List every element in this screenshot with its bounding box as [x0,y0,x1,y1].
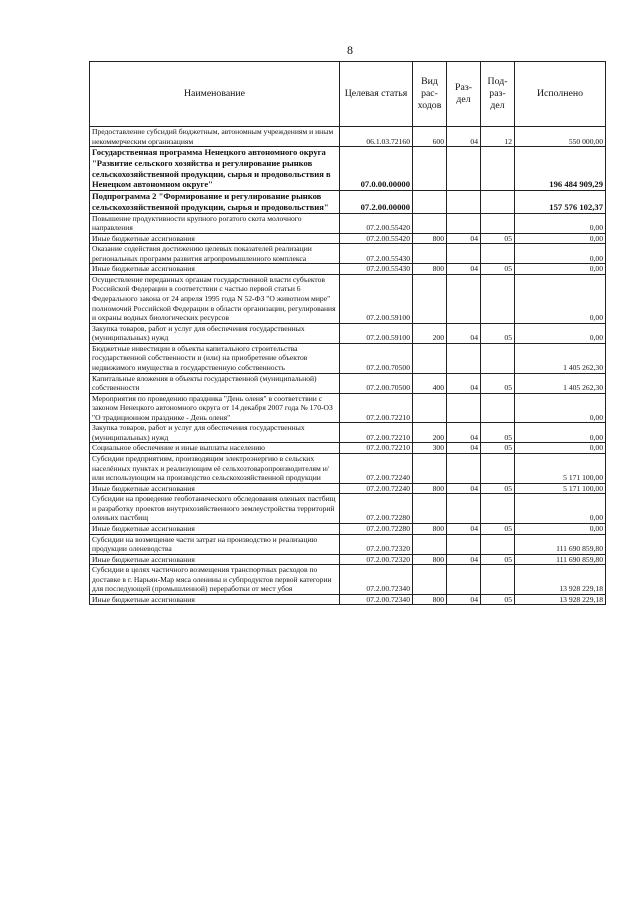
table-row [90,127,606,147]
row-executed-cell: 0,00 [515,494,606,524]
row-executed-cell: 0,00 [515,244,606,264]
row-section-cell: 04 [447,423,481,443]
row-target-article-cell: 07.2.00.72210 [340,393,413,423]
table-row [90,454,606,484]
row-executed-cell: 0,00 [515,523,606,534]
row-subsection-cell: 05 [481,523,515,534]
row-subsection-cell [481,244,515,264]
row-executed-cell: 196 484 909,29 [515,147,606,191]
row-subsection-cell [481,565,515,595]
row-subsection-cell [481,454,515,484]
row-expense-type-cell [413,147,447,191]
row-subsection-cell [481,393,515,423]
row-expense-type-cell [413,343,447,373]
row-section-cell: 04 [447,594,481,605]
row-name-cell: Иные бюджетные ассигнования [90,483,340,494]
row-name-cell: Иные бюджетные ассигнования [90,554,340,565]
row-executed-cell: 5 171 100,00 [515,454,606,484]
row-subsection-cell [481,534,515,554]
row-section-cell [447,147,481,191]
row-target-article-cell: 07.2.00.72210 [340,443,413,454]
row-section-cell [447,565,481,595]
row-subsection-cell: 05 [481,373,515,393]
table-row [90,523,606,534]
row-target-article-cell: 07.2.00.55420 [340,233,413,244]
row-target-article-cell: 07.2.00.72240 [340,483,413,494]
row-executed-cell: 111 690 859,80 [515,554,606,565]
row-section-cell: 04 [447,373,481,393]
row-target-article-cell: 07.2.00.59100 [340,274,413,323]
row-target-article-cell: 07.2.00.72210 [340,423,413,443]
row-target-article-cell: 07.2.00.72280 [340,523,413,534]
row-target-article-cell: 07.2.00.00000 [340,191,413,213]
row-expense-type-cell [413,494,447,524]
row-name-cell: Осуществление переданных органам государственной власти субъектов Российской Федерации в соответствии с частью первой статьи 6 Федерального закона от 24 апреля 1995 года N 52-ФЗ "О животном мире" полномочий Российской Федерации в области организации, регулирования и охраны водных биологических ресурсов [90,274,340,323]
table-row [90,323,606,343]
row-name-cell: Подпрограмма 2 "Формирование и регулирование рынков сельскохозяйственной продукции, сырья и продовольствия" [90,191,340,213]
row-expense-type-cell: 600 [413,127,447,147]
row-name-cell: Субсидии в целях частичного возмещения транспортных расходов по доставке в г. Нарьян-Мар мяса оленины и субпродуктов первой категории для последующей (промышленной) переработки от мест убоя [90,565,340,595]
row-target-article-cell: 07.2.00.72240 [340,454,413,484]
header-section: Раз- дел [447,62,481,127]
row-subsection-cell: 05 [481,423,515,443]
table-row [90,233,606,244]
row-name-cell: Субсидии на проведение геоботанического обследования оленьих пастбищ и разработку проектов внутрихозяйственного землеустройства территорий оленьих пастбищ [90,494,340,524]
row-expense-type-cell: 400 [413,373,447,393]
table-header-row [90,62,606,127]
row-section-cell: 04 [447,554,481,565]
row-name-cell: Государственная программа Ненецкого автономного округа "Развитие сельского хозяйства и регулирование рынков сельскохозяйственной продукции, сырья и продовольствия в Ненецком автономном округе" [90,147,340,191]
row-target-article-cell: 07.2.00.72280 [340,494,413,524]
row-section-cell: 04 [447,233,481,244]
row-section-cell [447,244,481,264]
row-executed-cell: 1 405 262,30 [515,373,606,393]
row-subsection-cell: 05 [481,264,515,275]
row-expense-type-cell [413,274,447,323]
row-name-cell: Иные бюджетные ассигнования [90,523,340,534]
row-subsection-cell [481,191,515,213]
row-executed-cell: 0,00 [515,443,606,454]
row-name-cell: Повышение продуктивности крупного рогатого скота молочного направления [90,213,340,233]
row-name-cell: Предоставление субсидий бюджетным, автономным учреждениям и иным некоммерческим организациям [90,127,340,147]
row-name-cell: Иные бюджетные ассигнования [90,264,340,275]
row-target-article-cell: 07.2.00.70500 [340,373,413,393]
row-section-cell [447,454,481,484]
header-target-article: Целевая статья [340,62,413,127]
row-executed-cell: 111 690 859,80 [515,534,606,554]
row-expense-type-cell: 800 [413,264,447,275]
row-name-cell: Капитальные вложения в объекты государственной (муниципальной) собственности [90,373,340,393]
row-expense-type-cell: 300 [413,443,447,454]
table-row [90,343,606,373]
row-expense-type-cell [413,191,447,213]
row-executed-cell: 0,00 [515,264,606,275]
header-executed: Исполнено [515,62,606,127]
row-target-article-cell: 07.2.00.72340 [340,565,413,595]
row-executed-cell: 0,00 [515,274,606,323]
row-executed-cell: 550 000,00 [515,127,606,147]
row-expense-type-cell [413,393,447,423]
header-expense-type: Вид рас- ходов [413,62,447,127]
table-row [90,423,606,443]
row-executed-cell: 0,00 [515,213,606,233]
row-section-cell: 04 [447,523,481,534]
table-row [90,443,606,454]
row-target-article-cell: 07.0.00.00000 [340,147,413,191]
row-target-article-cell: 06.1.03.72160 [340,127,413,147]
row-executed-cell: 0,00 [515,323,606,343]
row-subsection-cell [481,494,515,524]
row-expense-type-cell [413,565,447,595]
row-executed-cell: 13 928 229,18 [515,594,606,605]
row-subsection-cell: 05 [481,594,515,605]
row-executed-cell: 13 928 229,18 [515,565,606,595]
row-section-cell: 04 [447,483,481,494]
table-row [90,274,606,323]
row-executed-cell: 5 171 100,00 [515,483,606,494]
row-name-cell: Оказание содействия достижению целевых показателей реализации региональных программ развития агропромышленного комплекса [90,244,340,264]
row-name-cell: Субсидии на возмещение части затрат на производство и реализацию продукции оленеводства [90,534,340,554]
row-target-article-cell: 07.2.00.70500 [340,343,413,373]
row-name-cell: Закупка товаров, работ и услуг для обеспечения государственных (муниципальных) нужд [90,323,340,343]
table-row [90,483,606,494]
row-expense-type-cell: 200 [413,323,447,343]
row-expense-type-cell: 800 [413,233,447,244]
table-row [90,147,606,191]
row-section-cell [447,213,481,233]
row-expense-type-cell: 800 [413,554,447,565]
row-expense-type-cell: 800 [413,483,447,494]
row-name-cell: Мероприятия по проведению праздника "День оленя" в соответствии с законом Ненецкого автономного округа от 14 декабря 2007 года № 170-ОЗ "О традиционном празднике - День оленя" [90,393,340,423]
row-target-article-cell: 07.2.00.55430 [340,264,413,275]
row-subsection-cell [481,274,515,323]
row-section-cell: 04 [447,323,481,343]
row-executed-cell: 0,00 [515,393,606,423]
row-name-cell: Иные бюджетные ассигнования [90,233,340,244]
row-name-cell: Бюджетные инвестиции в объекты капитального строительства государственной собственности и (или) на приобретение объектов недвижимого имущества в государственную собственность [90,343,340,373]
table-row [90,244,606,264]
table-row [90,554,606,565]
row-executed-cell: 1 405 262,30 [515,343,606,373]
table-body [90,127,606,605]
budget-execution-table [89,61,606,605]
row-section-cell [447,343,481,373]
row-subsection-cell: 05 [481,554,515,565]
table-row [90,264,606,275]
row-subsection-cell: 05 [481,233,515,244]
table-row [90,565,606,595]
row-target-article-cell: 07.2.00.59100 [340,323,413,343]
row-name-cell: Закупка товаров, работ и услуг для обеспечения государственных (муниципальных) нужд [90,423,340,443]
table-row [90,534,606,554]
row-subsection-cell [481,147,515,191]
row-executed-cell: 157 576 102,37 [515,191,606,213]
row-expense-type-cell [413,534,447,554]
row-name-cell: Субсидии предприятиям, производящим электроэнергию в сельских населённых пунктах и реализующим её сельхозтоваропроизводителям и/или использующим на производство сельскохозяйственной продукции [90,454,340,484]
row-expense-type-cell: 800 [413,523,447,534]
row-expense-type-cell [413,213,447,233]
row-target-article-cell: 07.2.00.55420 [340,213,413,233]
row-section-cell [447,534,481,554]
page-number: 8 [347,43,353,57]
row-executed-cell: 0,00 [515,423,606,443]
row-section-cell: 04 [447,264,481,275]
table-row [90,393,606,423]
table-row [90,213,606,233]
row-section-cell [447,393,481,423]
table-row [90,373,606,393]
row-subsection-cell: 05 [481,483,515,494]
table-row [90,494,606,524]
row-target-article-cell: 07.2.00.72320 [340,534,413,554]
header-subsection: Под- раз- дел [481,62,515,127]
row-target-article-cell: 07.2.00.72340 [340,594,413,605]
row-target-article-cell: 07.2.00.72320 [340,554,413,565]
header-name: Наименование [90,62,340,127]
row-target-article-cell: 07.2.00.55430 [340,244,413,264]
row-expense-type-cell [413,454,447,484]
row-section-cell [447,274,481,323]
row-name-cell: Иные бюджетные ассигнования [90,594,340,605]
row-expense-type-cell: 200 [413,423,447,443]
row-subsection-cell [481,343,515,373]
row-executed-cell: 0,00 [515,233,606,244]
row-subsection-cell [481,213,515,233]
row-name-cell: Социальное обеспечение и иные выплаты населению [90,443,340,454]
row-section-cell: 04 [447,443,481,454]
row-section-cell [447,191,481,213]
row-subsection-cell: 12 [481,127,515,147]
row-subsection-cell: 05 [481,443,515,454]
row-expense-type-cell: 800 [413,594,447,605]
table-row [90,594,606,605]
row-subsection-cell: 05 [481,323,515,343]
row-section-cell [447,494,481,524]
row-section-cell: 04 [447,127,481,147]
row-expense-type-cell [413,244,447,264]
table-row [90,191,606,213]
